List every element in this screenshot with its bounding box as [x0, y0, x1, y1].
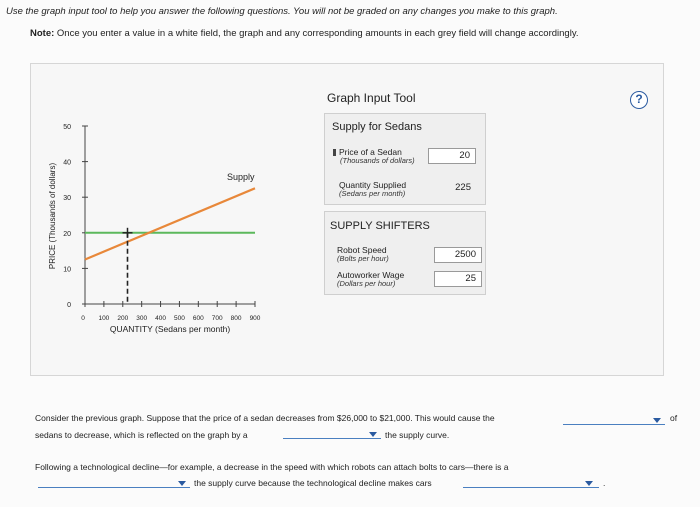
qty-label: Quantity Supplied — [339, 180, 407, 190]
price-input[interactable]: 20 — [428, 148, 476, 164]
robot-label: Robot Speed — [337, 245, 387, 255]
q1-text-3: the supply curve. — [385, 430, 450, 440]
x-tick-label: 600 — [192, 315, 204, 322]
y-tick-label: 20 — [63, 230, 71, 238]
x-tick-label: 400 — [155, 315, 166, 322]
chevron-down-icon[interactable] — [585, 481, 593, 486]
q1-text-2: sedans to decrease, which is reflected on the graph by a — [35, 430, 248, 440]
q1-dropdown-1[interactable] — [563, 413, 665, 425]
note-label: Note: — [30, 28, 55, 39]
wage-sub: (Dollars per hour) — [337, 279, 396, 288]
y-tick-label: 40 — [63, 159, 71, 167]
q1-text-1: Consider the previous graph. Suppose that the price of a sedan decreases from $26,000 to $21,000. This would cause the — [35, 413, 495, 423]
q2-dropdown-1[interactable] — [38, 476, 190, 488]
q2-dropdown-2[interactable] — [463, 476, 599, 488]
qty-value: 225 — [455, 182, 471, 193]
price-label: Price of a Sedan — [339, 147, 402, 157]
x-axis-label: QUANTITY (Sedans per month) — [109, 324, 231, 334]
q1-of: of — [670, 413, 678, 423]
x-tick-label: 0 — [81, 315, 85, 322]
supply-section-title: Supply for Sedans — [332, 121, 422, 133]
shifters-section-title: SUPPLY SHIFTERS — [330, 220, 430, 232]
y-tick-label: 50 — [63, 124, 71, 131]
price-sub: (Thousands of dollars) — [340, 156, 415, 165]
help-icon[interactable]: ? — [630, 91, 648, 109]
chevron-down-icon[interactable] — [178, 481, 186, 486]
supply-curve-label: Supply — [227, 172, 255, 182]
wage-input[interactable]: 25 — [434, 271, 482, 287]
tool-title: Graph Input Tool — [327, 91, 416, 105]
q2-text-1: Following a technological decline—for example, a decrease in the speed with which robots can attach bolts to cars—there is a — [35, 462, 509, 472]
y-tick-label: 10 — [63, 266, 71, 274]
instructions: Use the graph input tool to help you answer the following questions. You will not be graded on any changes you make to this graph. — [6, 6, 558, 17]
x-tick-label: 900 — [249, 315, 261, 322]
x-tick-label: 500 — [174, 315, 185, 322]
x-tick-label: 300 — [136, 315, 148, 322]
q2-text-2: the supply curve because the technological decline makes cars — [194, 478, 432, 488]
y-tick-label: 0 — [67, 302, 71, 309]
bullet-icon — [333, 149, 336, 156]
qty-sub: (Sedans per month) — [339, 189, 406, 198]
y-axis-label: PRICE (Thousands of dollars) — [48, 162, 57, 270]
y-tick-label: 30 — [63, 195, 71, 203]
note-text: Once you enter a value in a white field, the graph and any corresponding amounts in each grey field will change accordingly. — [56, 28, 579, 39]
x-tick-label: 200 — [117, 315, 129, 322]
x-tick-label: 800 — [230, 315, 242, 322]
robot-speed-input[interactable]: 2500 — [434, 247, 482, 263]
wage-label: Autoworker Wage — [337, 270, 405, 280]
chevron-down-icon[interactable] — [653, 418, 661, 423]
x-tick-label: 700 — [211, 315, 223, 322]
x-tick-label: 100 — [98, 315, 110, 322]
robot-sub: (Bolts per hour) — [337, 254, 389, 263]
chevron-down-icon[interactable] — [369, 432, 377, 437]
supply-curve — [85, 188, 255, 259]
q1-dropdown-2[interactable] — [283, 427, 381, 439]
q2-end: . — [603, 478, 606, 488]
